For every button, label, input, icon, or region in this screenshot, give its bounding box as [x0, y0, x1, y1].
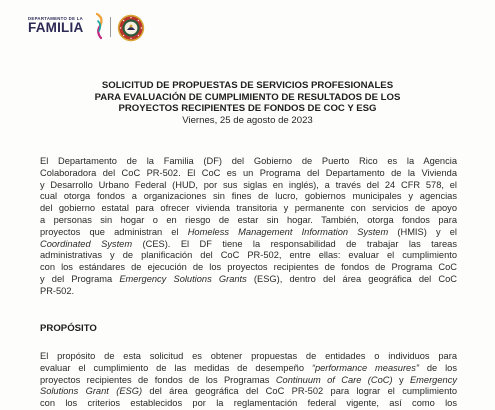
paragraph-line: evaluar el cumplimiento de las medidas de desempeño “performance measures” de los [40, 362, 457, 373]
paragraph-line: administrativas y de planificación del CoC PR-502, entre ellas: evaluar el cumplimiento [40, 250, 457, 261]
logo-department-text: DEPARTAMENTO DE LA [28, 16, 84, 21]
paragraph-line: Coordinated System (CES). El DF tiene la responsabilidad de trabajar las tareas [40, 238, 457, 249]
paragraph-line: Solutions Grant (ESG) del área geográfica del CoC PR-502 para lograr el cumplimiento [40, 386, 457, 397]
title-line: SOLICITUD DE PROPUESTAS DE SERVICIOS PROFESIONALES [101, 80, 394, 91]
purpose-paragraph [40, 351, 457, 410]
logo-swoosh-icon [95, 12, 105, 40]
paragraph-line: proyectos recipientes de fondos de los Programas Continuum of Care (CoC) y Emergency [40, 374, 457, 385]
intro-paragraph [40, 156, 457, 298]
paragraph-line: a personas sin hogar o en riesgo de estar sin hogar. También, otorga fondos para [40, 214, 457, 225]
title-line: PARA EVALUACIÓN DE CUMPLIMIENTO DE RESULTADOS DE LOS [94, 91, 401, 103]
paragraph-line: El Departamento de la Familia (DF) del Gobierno de Puerto Rico es la Agencia [40, 156, 457, 166]
paragraph-line: con los estándares de ejecución de los proyectos recipientes de fondos de Programa CoC [40, 262, 457, 273]
title-line: PROYECTOS RECIPIENTES DE FONDOS DE COC Y ESG [118, 103, 377, 115]
paragraph-line: del gobierno estatal para ofrecer vivienda transitoria y permanente con servicios de apoyo [40, 203, 457, 214]
logo-divider [110, 17, 111, 37]
document-title [40, 80, 455, 115]
department-logo [28, 12, 158, 42]
paragraph-line: PR-502. [40, 285, 75, 296]
paragraph-line: proyectos que administran el Homeless Management Information System (HMIS) y el [40, 226, 457, 237]
paragraph-line: El propósito de esta solicitud es obtener propuestas de entidades o individuos para [40, 351, 457, 361]
logo-familia-text: FAMILIA [28, 20, 84, 35]
government-seal-icon [117, 14, 145, 42]
paragraph-line: y del Programa Emergency Solutions Grants (ESG), dentro del área geográfica del CoC [40, 273, 457, 284]
section-heading: PROPÓSITO [40, 323, 97, 334]
paragraph-line: cual otorga fondos a organizaciones sin fines de lucro, gobiernos municipales y agencias [40, 191, 457, 202]
paragraph-line: con los criterios establecidos por la reglamentación federal vigente, así como los [40, 398, 457, 409]
document-date: Viernes, 25 de agosto de 2023 [182, 115, 313, 126]
paragraph-line: y Desarrollo Urbano Federal (HUD, por sus siglas en inglés), a través del 24 CFR 578, el [40, 179, 457, 190]
paragraph-line: Colaboradora del CoC PR-502. El CoC es un Programa del Departamento de la Vivienda [40, 167, 457, 178]
